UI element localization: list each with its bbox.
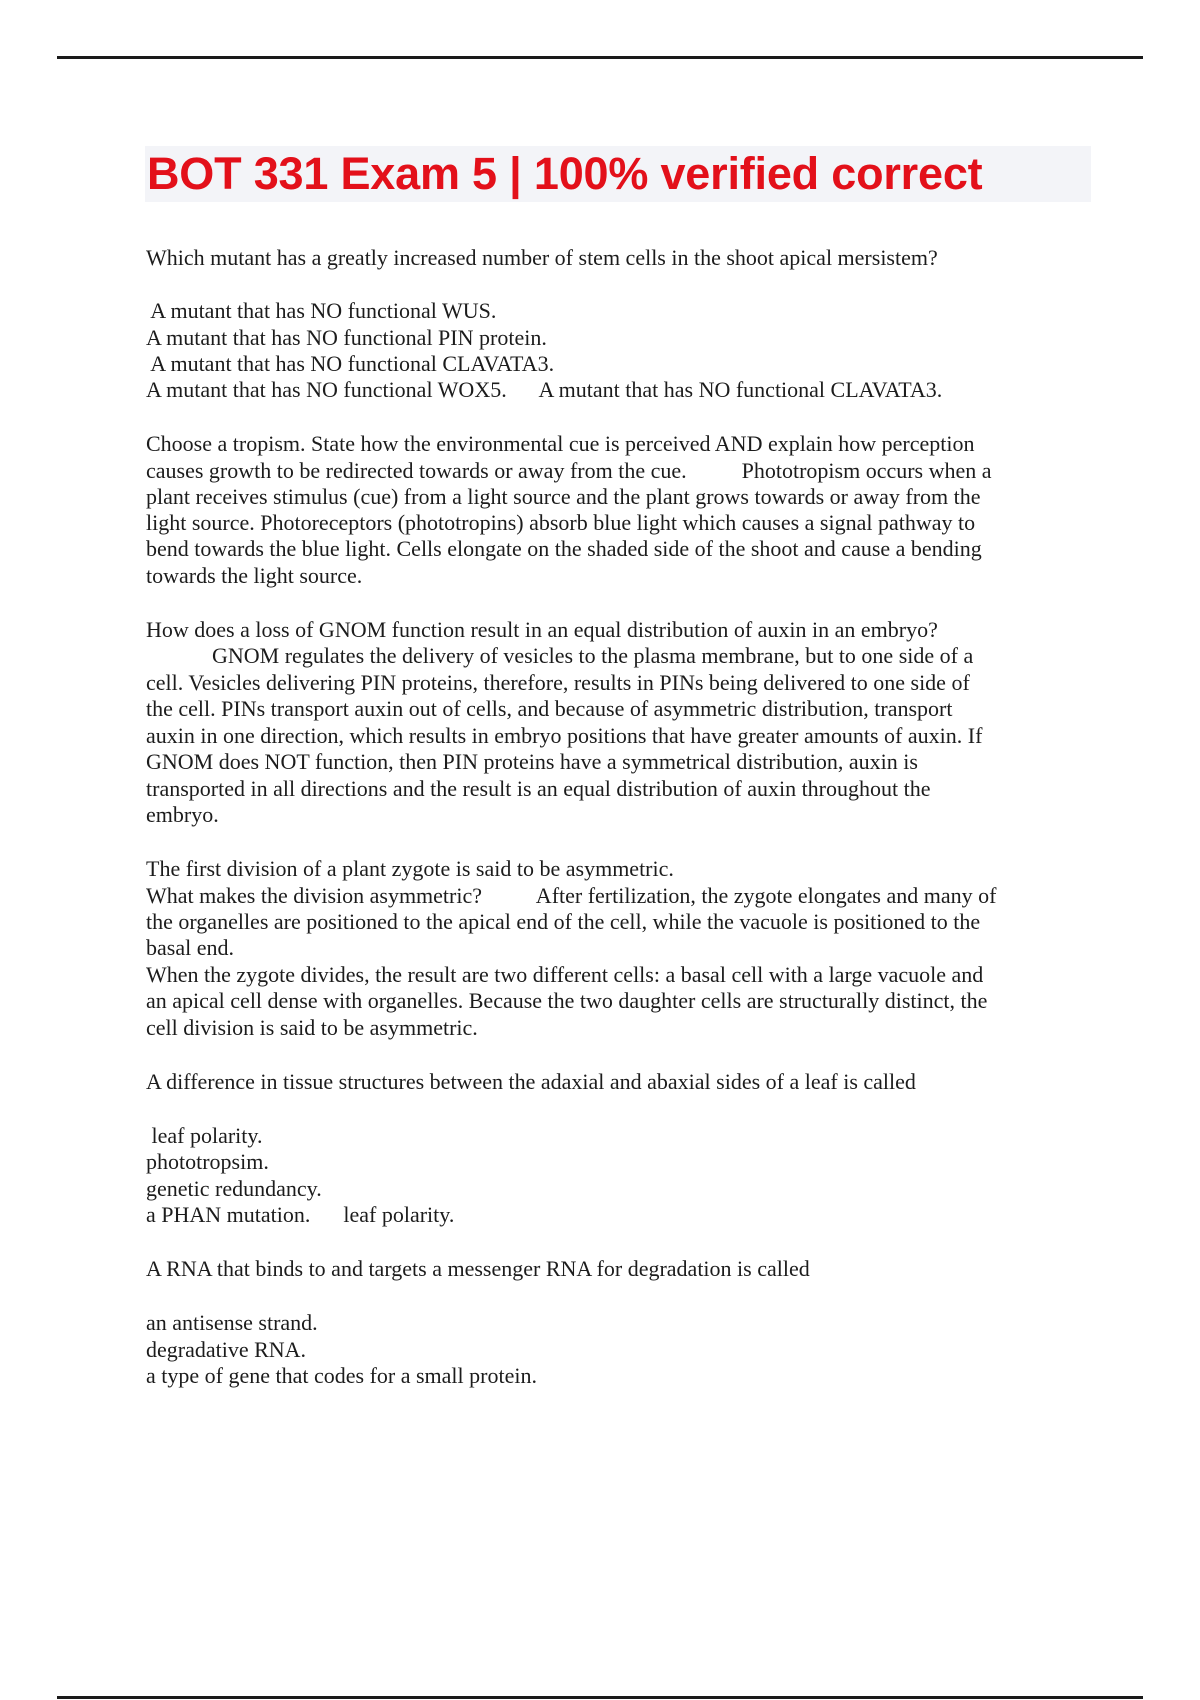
question-2-text: Choose a tropism. State how the environmental cue is perceived AND explain how perception <box>146 431 975 456</box>
question-6-option: degradative RNA. <box>146 1337 307 1362</box>
question-5-option: leaf polarity. <box>146 1123 263 1148</box>
question-3-answer: the cell. PINs transport auxin out of cells, and because of asymmetric distribution, transport <box>146 696 953 721</box>
question-4-answer: the organelles are positioned to the apical end of the cell, while the vacuole is positioned to the <box>146 909 981 934</box>
document-title: BOT 331 Exam 5 | 100% verified correct <box>147 148 983 199</box>
question-4-text: The first division of a plant zygote is said to be asymmetric. <box>146 856 674 881</box>
question-1-option: A mutant that has NO functional PIN protein. <box>146 325 547 350</box>
question-3-answer: GNOM regulates the delivery of vesicles to the plasma membrane, but to one side of a <box>146 643 974 668</box>
question-6-text: A RNA that binds to and targets a messenger RNA for degradation is called <box>146 1256 810 1281</box>
question-2-answer: towards the light source. <box>146 563 363 588</box>
question-3-text: How does a loss of GNOM function result in an equal distribution of auxin in an embryo? <box>146 617 938 642</box>
question-2-answer: plant receives stimulus (cue) from a light source and the plant grows towards or away from the <box>146 484 981 509</box>
question-4-answer: an apical cell dense with organelles. Because the two daughter cells are structurally distinct, the <box>146 988 988 1013</box>
question-4-answer: When the zygote divides, the result are two different cells: a basal cell with a large vacuole and <box>146 962 984 987</box>
question-4-text: What makes the division asymmetric? After fertilization, the zygote elongates and many of <box>146 883 997 908</box>
question-5-text: A difference in tissue structures between the adaxial and abaxial sides of a leaf is called <box>146 1069 916 1094</box>
question-5-option: phototropsim. <box>146 1149 269 1174</box>
question-1-option: A mutant that has NO functional CLAVATA3. <box>146 351 555 376</box>
question-3-answer: embryo. <box>146 802 219 827</box>
question-4-answer: basal end. <box>146 935 234 960</box>
question-1-text: Which mutant has a greatly increased number of stem cells in the shoot apical mersistem? <box>146 245 938 270</box>
question-3-answer: GNOM does NOT function, then PIN proteins have a symmetrical distribution, auxin is <box>146 749 918 774</box>
question-2-answer: light source. Photoreceptors (phototropins) absorb blue light which causes a signal pathway to <box>146 510 976 535</box>
question-1-option-answer: A mutant that has NO functional WOX5. A mutant that has NO functional CLAVATA3. <box>146 377 943 402</box>
question-3-answer: auxin in one direction, which results in embryo positions that have greater amounts of auxin. If <box>146 723 983 748</box>
footer-rule <box>57 1696 1143 1699</box>
question-3-answer: transported in all directions and the result is an equal distribution of auxin throughout the <box>146 776 931 801</box>
question-6-option: an antisense strand. <box>146 1310 318 1335</box>
question-5-option: genetic redundancy. <box>146 1176 322 1201</box>
question-6-option: a type of gene that codes for a small protein. <box>146 1363 537 1388</box>
question-2-text: causes growth to be redirected towards or away from the cue. Phototropism occurs when a <box>146 458 992 483</box>
header-rule <box>57 56 1143 59</box>
question-2-answer: bend towards the blue light. Cells elongate on the shaded side of the shoot and cause a bending <box>146 536 982 561</box>
question-3-answer: cell. Vesicles delivering PIN proteins, therefore, results in PINs being delivered to one side of <box>146 670 970 695</box>
question-5-option-answer: a PHAN mutation. leaf polarity. <box>146 1202 455 1227</box>
question-4-answer: cell division is said to be asymmetric. <box>146 1015 478 1040</box>
question-1-option: A mutant that has NO functional WUS. <box>146 298 497 323</box>
